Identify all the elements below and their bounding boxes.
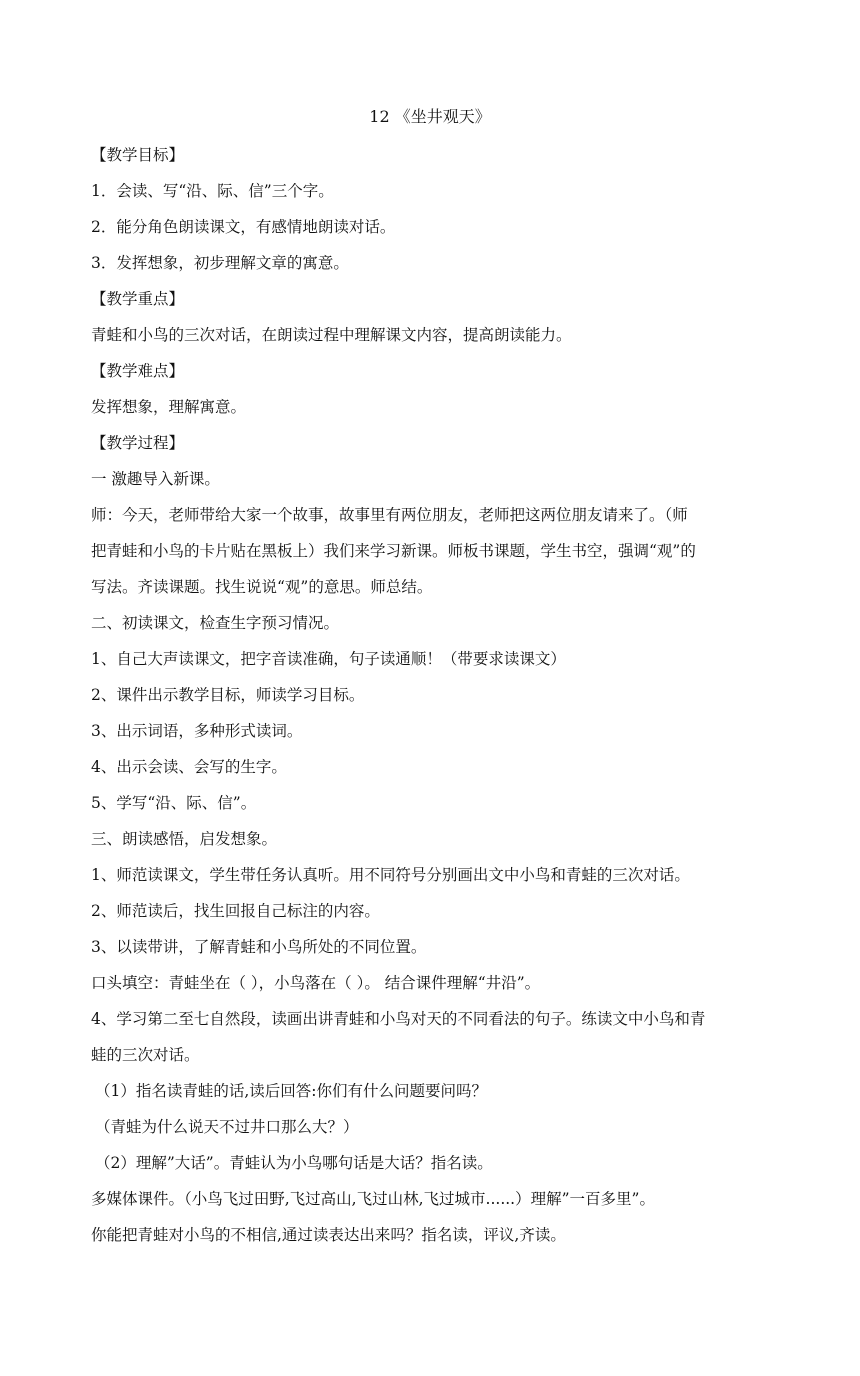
paragraph-line: 4、学习第二至七自然段，读画出讲青蛙和小鸟对天的不同看法的句子。练读文中小鸟和青 (91, 1010, 706, 1028)
document-title: 12 《坐井观天》 (369, 107, 491, 126)
paragraph-line: 2．能分角色朗读课文，有感情地朗读对话。 (91, 218, 396, 236)
paragraph-line: 2、课件出示教学目标，师读学习目标。 (91, 686, 365, 704)
paragraph-line: 3．发挥想象，初步理解文章的寓意。 (91, 254, 349, 272)
paragraph-line: 你能把青蛙对小鸟的不相信,通过读表达出来吗？指名读，评议,齐读。 (91, 1226, 566, 1244)
section-heading-teaching-goals: 【教学目标】 (91, 146, 185, 164)
paragraph-line: 1、自己大声读课文，把字音读准确，句子读通顺！（带要求读课文） (91, 650, 566, 668)
paragraph-line: 三、朗读感悟，启发想象。 (91, 830, 278, 848)
paragraph-line: 2、师范读后，找生回报自己标注的内容。 (91, 902, 380, 920)
paragraph-line: 1、师范读课文，学生带任务认真听。用不同符号分别画出文中小鸟和青蛙的三次对话。 (91, 866, 690, 884)
paragraph-line: 多媒体课件。（小鸟飞过田野,飞过高山,飞过山林,飞过城市......）理解”一百多里”。 (91, 1190, 655, 1208)
paragraph-line: 二、初读课文，检查生字预习情况。 (91, 614, 340, 632)
paragraph-line: 3、以读带讲，了解青蛙和小鸟所处的不同位置。 (91, 938, 427, 956)
paragraph-line: 把青蛙和小鸟的卡片贴在黑板上）我们来学习新课。师板书课题，学生书空，强调“观”的 (91, 542, 696, 560)
paragraph-line: 青蛙和小鸟的三次对话，在朗读过程中理解课文内容，提高朗读能力。 (91, 326, 572, 344)
section-heading-key-points: 【教学重点】 (91, 290, 185, 308)
paragraph-line: 一 激趣导入新课。 (91, 470, 220, 488)
paragraph-line: 4、出示会读、会写的生字。 (91, 758, 287, 776)
paragraph-line: 蛙的三次对话。 (91, 1046, 200, 1064)
paragraph-line: 师：今天，老师带给大家一个故事，故事里有两位朋友，老师把这两位朋友请来了。（师 (91, 506, 688, 524)
paragraph-line: （1）指名读青蛙的话,读后回答:你们有什么问题要问吗？ (95, 1082, 488, 1100)
paragraph-line: （2）理解”大话”。青蛙认为小鸟哪句话是大话？指名读。 (95, 1154, 493, 1172)
section-heading-process: 【教学过程】 (91, 434, 185, 452)
paragraph-line: （青蛙为什么说天不过井口那么大？） (95, 1118, 359, 1136)
section-heading-difficulties: 【教学难点】 (91, 362, 185, 380)
paragraph-line: 写法。齐读课题。找生说说“观”的意思。师总结。 (91, 578, 433, 596)
paragraph-line: 1．会读、写“沿、际、信”三个字。 (91, 182, 334, 200)
paragraph-line: 5、学写“沿、际、信”。 (91, 794, 257, 812)
paragraph-line: 发挥想象，理解寓意。 (91, 398, 247, 416)
paragraph-line: 口头填空：青蛙坐在（ ），小鸟落在（ ）。 结合课件理解“井沿”。 (91, 974, 541, 992)
paragraph-line: 3、出示词语，多种形式读词。 (91, 722, 303, 740)
